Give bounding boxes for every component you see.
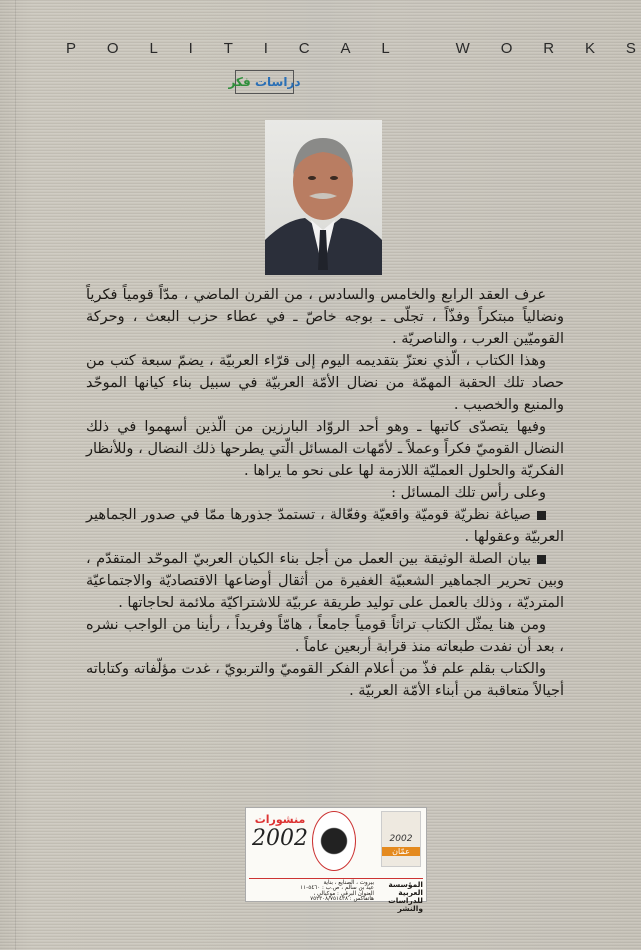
series-title-letter: O [106,40,119,57]
paragraph: والكتاب بقلم علم فذّ من أعلام الفكر القوميّ والتربويّ ، غدت مؤلّفاته وكتاباته أجيالاً متعاقبة من أبناء الأمّة العربيّة . [86,661,564,699]
horse-emblem-icon [312,811,356,871]
bullet-text: بيان الصلة الوثيقة بين العمل من أجل بناء الكيان العربيّ الموحّد المتقدّم ، وبين تحرير الجماهير الشعبيّة الغفيرة من أثقال أوضاعها الاقتصاديّة والاجتماعيّة المترديّة ، وذلك بالعمل على توليد طريقة عربيّة للاشتراكيّة ملائمة لحاجاتها . [86,551,564,611]
series-title-letter: C [298,40,310,57]
square-bullet-icon [537,511,546,520]
square-bullet-icon [537,555,546,564]
series-title-letter: I [188,40,193,57]
series-logo: دراسات فكر [235,70,294,94]
author-photo [265,120,382,275]
divider [249,878,423,879]
bullet-item [86,548,564,614]
spine-crease [15,0,16,950]
back-cover-blurb [86,284,564,702]
series-title-letter: S [625,40,636,57]
publisher-address: بيروت ، الصنايع ، بناية عيد بن سالم ، ص.ب : ٥٤٦٠-١١ العنوان البرقي : موكيالي ، هاتفاكس : ٧٥٢٣٠٨/٧٥١٤٣٨ [300,880,374,902]
series-title-letter: O [500,40,513,57]
amman-2002-logo: 2002 عمّان [381,811,421,867]
publisher-name: المؤسسة العربية للدراسات والنشر [388,880,423,913]
series-title-letter: T [223,40,233,57]
series-title [66,40,636,57]
series-title-letter: I [263,40,268,57]
publisher-block [245,807,427,913]
bullet-text: صياغة نظريّة قوميّة واقعيّة وفعّالة ، تستمدّ جذورها ممّا في صدور الجماهير العربيّة وعقولها . [86,507,564,545]
series-title-letter: K [584,40,595,57]
paragraph: عرف العقد الرابع والخامس والسادس ، من القرن الماضي ، مدّاً قومياً فكرياً ونضالياً مبتكراً وفذّاً ، تجلّى ـ بوجه خاصّ ـ في عطاء حزب البعث ، وحركة القوميّين العرب ، والناصريّة . [86,287,564,347]
series-title-letter: W [455,40,470,57]
paragraph: ومن هنا يمثّل الكتاب تراثاً قومياً جامعاً ، هامّاً وفريداً ، رأينا من الواجب نشره ، بعد أن نفدت طبعاته منذ قرابة أربعين عاماً . [86,617,564,655]
paragraph: وفيها يتصدّى كاتبها ـ وهو أحد الروّاد البارزين من الّذين أسهموا في ذلك النضال القوميّ فكراً وعملاً ـ لأمّهات المسائل الّتي يطرحها ذلك النضال ، وللأنظار الفكريّة والحلول العمليّة اللازمة لها على نحو ما يراها . [86,419,564,479]
series-title-letter: R [543,40,555,57]
paragraph: وهذا الكتاب ، الّذي نعتزّ بتقديمه اليوم إلى قرّاء العربيّة ، يضمّ سبعة كتب من حصاد تلك الحقبة المهمّة من نضال الأمّة العربيّة في سبيل بناء كيانها الموحّد والمنيع والخصيب . [86,353,564,413]
series-title-letter: P [66,40,77,57]
series-title-letter [421,40,425,57]
bullet-item [86,504,564,548]
paragraph: وعلى رأس تلك المسائل : [391,485,546,501]
series-title-letter: L [381,40,390,57]
publications-2002-logo: منشورات 2002 [252,813,308,851]
series-title-letter: A [340,40,351,57]
series-title-letter: L [149,40,158,57]
